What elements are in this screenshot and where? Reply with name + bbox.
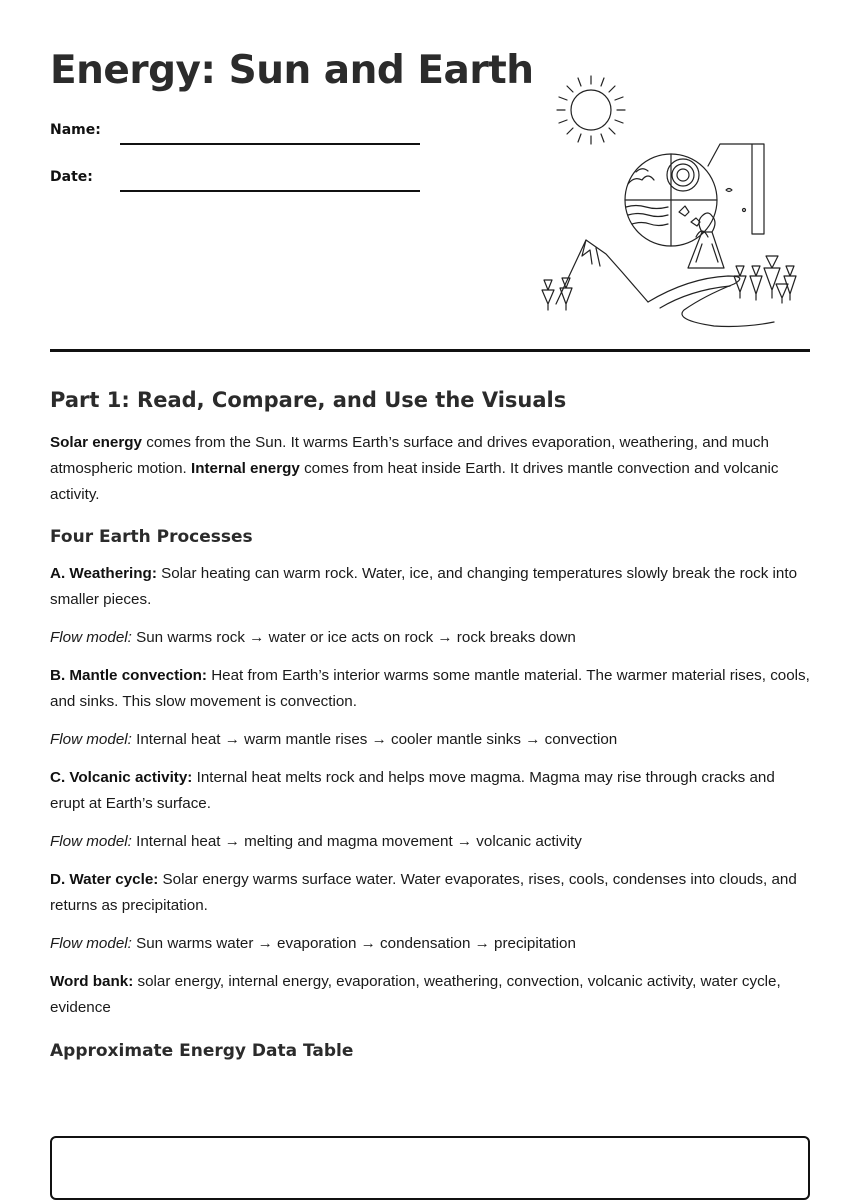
process-volcanic-activity (50, 765, 810, 817)
energy-data-table (50, 1136, 810, 1200)
processes-heading: Four Earth Processes (50, 527, 253, 547)
energy-table-heading: Approximate Energy Data Table (50, 1041, 354, 1061)
part-1-heading: Part 1: Read, Compare, and Use the Visuals (50, 388, 567, 412)
part-1-section (50, 388, 810, 1075)
flow-model-mantle-convection (50, 727, 810, 753)
process-text: Solar energy warms surface water. Water evaporates, rises, cools, condenses into clouds, and returns as precipitation. (50, 871, 797, 914)
flow-model-text: Internal heat → warm mantle rises → cooler mantle sinks → convection (131, 731, 618, 748)
process-text: Heat from Earth’s interior warms some mantle material. The warmer material rises, cools, and sinks. This slow movement is convection. (50, 667, 810, 710)
flow-model-label: Flow model: (50, 833, 132, 850)
flow-model-text: Sun warms water → evaporation → condensation → precipitation (131, 935, 576, 952)
name-field[interactable] (120, 143, 420, 145)
page-title: Energy: Sun and Earth (50, 48, 534, 93)
internal-energy-term: Internal energy (190, 460, 300, 477)
heat-column-icon (708, 144, 764, 234)
sun-icon (557, 76, 625, 144)
process-weathering (50, 561, 810, 613)
date-label: Date: (50, 169, 93, 185)
name-label: Name: (50, 122, 101, 138)
date-field[interactable] (120, 190, 420, 192)
flow-model-text: Sun warms rock → water or ice acts on rock → rock breaks down (131, 629, 576, 646)
process-water-cycle (50, 867, 810, 919)
flow-model-text: Internal heat → melting and magma movement → volcanic activity (131, 833, 582, 850)
process-title: D. Water cycle: (50, 871, 159, 888)
solar-energy-text: comes from the Sun. It warms Earth’s surface and drives evaporation, weathering, and much atmospheric motion. (50, 434, 769, 477)
flow-model-volcanic-activity (50, 829, 810, 855)
flow-model-water-cycle (50, 931, 810, 957)
trees-icon (542, 256, 796, 310)
process-title: C. Volcanic activity: (50, 769, 193, 786)
word-bank-text: solar energy, internal energy, evaporation, weathering, convection, volcanic activity, water cycle, evidence (50, 973, 781, 1016)
internal-energy-text: comes from heat inside Earth. It drives mantle convection and volcanic activity. (50, 460, 779, 503)
process-title: A. Weathering: (50, 565, 157, 582)
process-text: Internal heat melts rock and helps move magma. Magma may rise through cracks and erupt at Earth’s surface. (50, 769, 775, 812)
intro-paragraph (50, 430, 810, 508)
solar-energy-term: Solar energy (50, 434, 143, 451)
flow-model-label: Flow model: (50, 935, 132, 952)
river-icon (648, 276, 774, 327)
word-bank-label: Word bank: (50, 973, 134, 990)
process-mantle-convection (50, 663, 810, 715)
sun-earth-illustration (536, 72, 802, 330)
flow-model-label: Flow model: (50, 629, 132, 646)
flow-model-weathering (50, 625, 810, 651)
word-bank (50, 969, 810, 1021)
flow-model-label: Flow model: (50, 731, 132, 748)
process-title: B. Mantle convection: (50, 667, 207, 684)
header-divider (50, 349, 810, 352)
process-text: Solar heating can warm rock. Water, ice, and changing temperatures slowly break the rock into smaller pieces. (50, 565, 798, 608)
